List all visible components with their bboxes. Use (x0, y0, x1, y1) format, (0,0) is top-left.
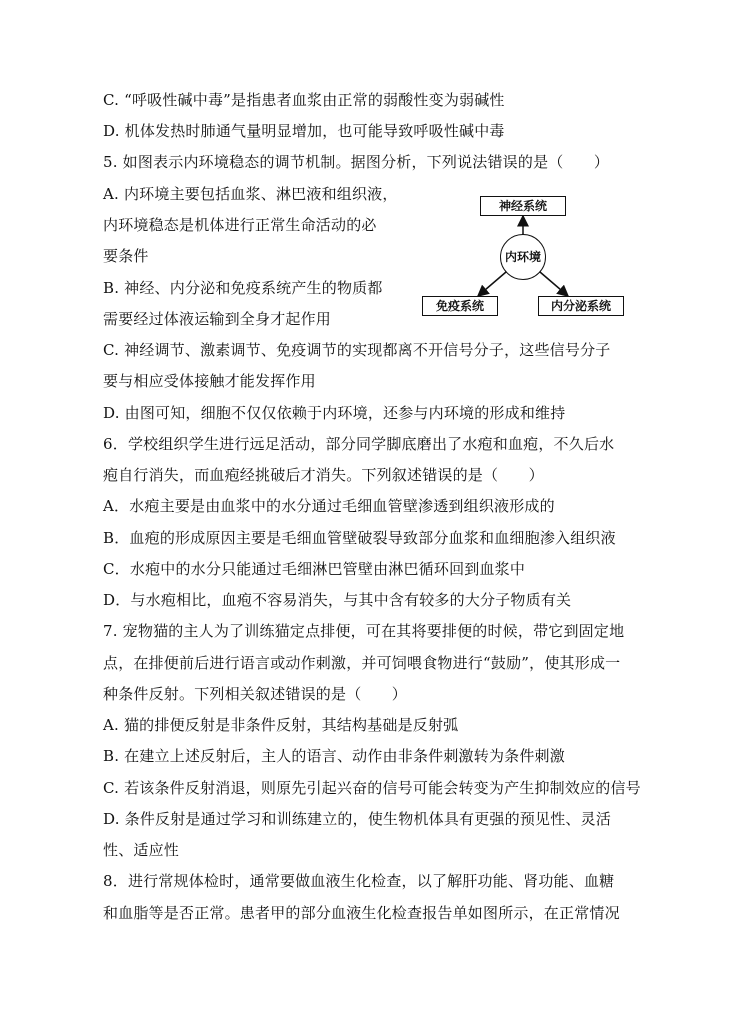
q6-option-a: A．水疱主要是由血浆中的水分通过毛细血管壁渗透到组织液形成的 (103, 497, 555, 515)
q6-stem-line2: 疱自行消失，而血疱经挑破后才消失。下列叙述错误的是（ ） (103, 466, 544, 484)
q7-option-d-line1: D. 条件反射是通过学习和训练建立的，使生物机体具有更强的预见性、灵活 (103, 810, 612, 828)
q6-option-b: B．血疱的形成原因主要是毛细血管壁破裂导致部分血浆和血细胞渗入组织液 (103, 529, 616, 547)
q4-option-d: D. 机体发热时肺通气量明显增加，也可能导致呼吸性碱中毒 (103, 122, 505, 140)
q5-option-a-line2: 内环境稳态是机体进行正常生命活动的必 (103, 216, 377, 234)
q5-option-a-line3: 要条件 (103, 247, 149, 265)
q5-option-d: D. 由图可知，细胞不仅仅依赖于内环境，还参与内环境的形成和维持 (103, 404, 566, 422)
q5-option-b-line2: 需要经过体液运输到全身才起作用 (103, 310, 332, 328)
q6-option-d: D．与水疱相比，血疱不容易消失，与其中含有较多的大分子物质有关 (103, 591, 572, 609)
q5-stem: 5. 如图表示内环境稳态的调节机制。据图分析，下列说法错误的是（ ） (103, 153, 610, 171)
q5-option-c-line2: 要与相应受体接触才能发挥作用 (103, 372, 316, 390)
q7-stem-line3: 种条件反射。下列相关叙述错误的是（ ） (103, 685, 408, 703)
q7-option-c: C. 若该条件反射消退，则原先引起兴奋的信号可能会转变为产生抑制效应的信号 (103, 779, 641, 797)
node-nervous-system: 神经系统 (480, 196, 566, 216)
q7-option-b: B. 在建立上述反射后，主人的语言、动作由非条件刺激转为条件刺激 (103, 747, 565, 765)
node-immune-system: 免疫系统 (422, 296, 498, 316)
q7-stem-line1: 7. 宠物猫的主人为了训练猫定点排便，可在其将要排便的时候，带它到固定地 (103, 622, 625, 640)
q7-stem-line2: 点，在排便前后进行语言或动作刺激，并可饲喂食物进行“鼓励”，使其形成一 (103, 654, 621, 672)
q6-option-c: C．水疱中的水分只能通过毛细淋巴管壁由淋巴循环回到血浆中 (103, 560, 526, 578)
q4-option-c: C. “呼吸性碱中毒”是指患者血浆由正常的弱酸性变为弱碱性 (103, 91, 505, 109)
regulation-diagram (418, 186, 628, 326)
node-endocrine-system: 内分泌系统 (538, 296, 624, 316)
q8-stem-line2: 和血脂等是否正常。患者甲的部分血液生化检查报告单如图所示，在正常情况 (103, 904, 620, 922)
q7-option-a: A. 猫的排便反射是非条件反射，其结构基础是反射弧 (103, 716, 459, 734)
q7-option-d-line2: 性、适应性 (103, 841, 180, 859)
q5-option-b-line1: B. 神经、内分泌和免疫系统产生的物质都 (103, 279, 383, 297)
q8-stem-line1: 8．进行常规体检时，通常要做血液生化检查，以了解肝功能、肾功能、血糖 (103, 872, 615, 890)
q6-stem-line1: 6．学校组织学生进行远足活动，部分同学脚底磨出了水疱和血疱，不久后水 (103, 435, 615, 453)
node-internal-environment: 内环境 (500, 234, 546, 280)
q5-option-c-line1: C. 神经调节、激素调节、免疫调节的实现都离不开信号分子，这些信号分子 (103, 341, 611, 359)
q5-option-a-line1: A. 内环境主要包括血浆、淋巴液和组织液， (103, 185, 398, 203)
